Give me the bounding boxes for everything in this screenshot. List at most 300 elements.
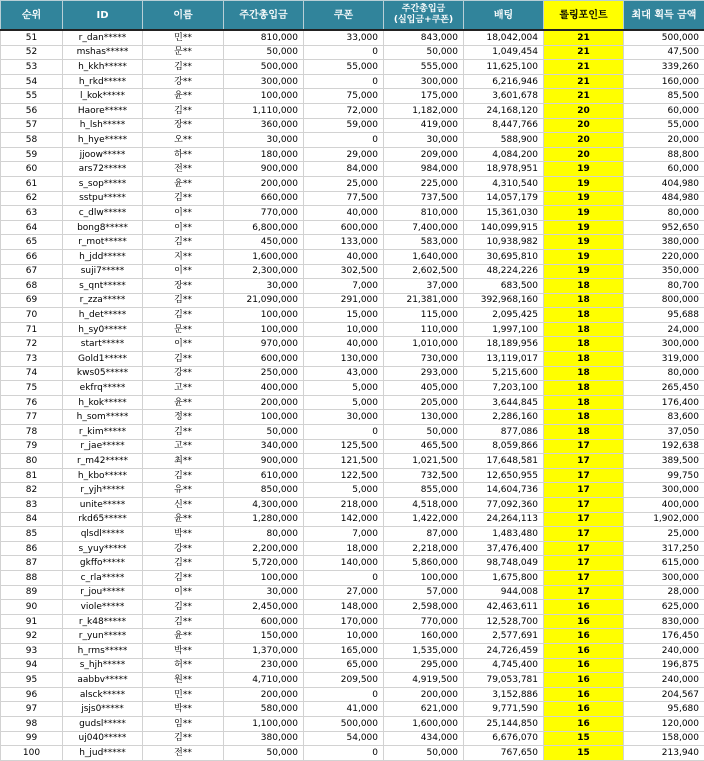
cell-weekly-total: 1,600,000 (384, 716, 464, 731)
cell-coupon: 600,000 (304, 220, 384, 235)
cell-weekly-total: 2,598,000 (384, 600, 464, 615)
cell-betting: 2,095,425 (464, 308, 544, 323)
cell-rank: 64 (1, 220, 63, 235)
cell-weekly-deposit: 200,000 (224, 395, 304, 410)
cell-id: r_zza***** (63, 293, 143, 308)
cell-max-win: 85,500 (624, 89, 704, 104)
header-rolling-points: 롤링포인트 (544, 1, 624, 31)
cell-name: 김** (143, 614, 224, 629)
cell-rolling-points: 21 (544, 60, 624, 75)
cell-coupon: 122,500 (304, 468, 384, 483)
table-row (1, 425, 704, 440)
table-row (1, 643, 704, 658)
cell-rank: 94 (1, 658, 63, 673)
cell-weekly-deposit: 900,000 (224, 162, 304, 177)
cell-weekly-total: 737,500 (384, 191, 464, 206)
cell-rolling-points: 18 (544, 381, 624, 396)
cell-coupon: 0 (304, 133, 384, 148)
cell-name: 장** (143, 118, 224, 133)
cell-name: 강** (143, 74, 224, 89)
cell-name: 김** (143, 235, 224, 250)
cell-id: c_rla***** (63, 570, 143, 585)
cell-weekly-total: 100,000 (384, 570, 464, 585)
table-row (1, 468, 704, 483)
cell-weekly-total: 110,000 (384, 322, 464, 337)
table-row (1, 702, 704, 717)
cell-id: h_sy0***** (63, 322, 143, 337)
cell-name: 원** (143, 673, 224, 688)
table-row (1, 191, 704, 206)
cell-coupon: 148,000 (304, 600, 384, 615)
table-row (1, 629, 704, 644)
cell-weekly-total: 621,000 (384, 702, 464, 717)
cell-max-win: 400,000 (624, 498, 704, 513)
cell-rolling-points: 17 (544, 483, 624, 498)
cell-weekly-deposit: 150,000 (224, 629, 304, 644)
cell-rolling-points: 15 (544, 746, 624, 761)
cell-id: r_m42***** (63, 454, 143, 469)
cell-coupon: 54,000 (304, 731, 384, 746)
cell-id: h_jdd***** (63, 249, 143, 264)
cell-max-win: 319,000 (624, 352, 704, 367)
cell-max-win: 88,800 (624, 147, 704, 162)
cell-rolling-points: 18 (544, 425, 624, 440)
cell-weekly-deposit: 100,000 (224, 322, 304, 337)
cell-betting: 30,695,810 (464, 249, 544, 264)
cell-name: 김** (143, 600, 224, 615)
cell-coupon: 77,500 (304, 191, 384, 206)
cell-name: 김** (143, 425, 224, 440)
cell-betting: 15,361,030 (464, 206, 544, 221)
cell-name: 윤** (143, 512, 224, 527)
cell-name: 유** (143, 483, 224, 498)
header-weekly-deposit: 주간총입금 (224, 1, 304, 31)
cell-max-win: 99,750 (624, 468, 704, 483)
cell-rolling-points: 17 (544, 512, 624, 527)
cell-rank: 74 (1, 366, 63, 381)
table-row (1, 716, 704, 731)
cell-weekly-deposit: 400,000 (224, 381, 304, 396)
table-row (1, 235, 704, 250)
cell-coupon: 5,000 (304, 395, 384, 410)
cell-max-win: 389,500 (624, 454, 704, 469)
cell-betting: 7,203,100 (464, 381, 544, 396)
cell-rolling-points: 16 (544, 600, 624, 615)
cell-coupon: 72,000 (304, 103, 384, 118)
table-row (1, 60, 704, 75)
cell-rolling-points: 21 (544, 89, 624, 104)
cell-weekly-total: 50,000 (384, 425, 464, 440)
cell-max-win: 300,000 (624, 337, 704, 352)
cell-rolling-points: 19 (544, 235, 624, 250)
cell-weekly-total: 730,000 (384, 352, 464, 367)
cell-rank: 84 (1, 512, 63, 527)
cell-coupon: 84,000 (304, 162, 384, 177)
cell-rank: 81 (1, 468, 63, 483)
cell-id: h_som***** (63, 410, 143, 425)
cell-name: 이** (143, 337, 224, 352)
table-row (1, 673, 704, 688)
cell-name: 김** (143, 352, 224, 367)
cell-weekly-deposit: 100,000 (224, 89, 304, 104)
cell-max-win: 220,000 (624, 249, 704, 264)
cell-max-win: 1,902,000 (624, 512, 704, 527)
cell-name: 전** (143, 162, 224, 177)
cell-weekly-total: 5,860,000 (384, 556, 464, 571)
cell-max-win: 625,000 (624, 600, 704, 615)
table-row (1, 600, 704, 615)
cell-max-win: 240,000 (624, 673, 704, 688)
cell-rolling-points: 16 (544, 614, 624, 629)
cell-rank: 71 (1, 322, 63, 337)
table-row (1, 585, 704, 600)
cell-rolling-points: 21 (544, 30, 624, 45)
cell-id: r_k48***** (63, 614, 143, 629)
cell-id: r_dan***** (63, 30, 143, 45)
cell-id: h_lsh***** (63, 118, 143, 133)
cell-rank: 100 (1, 746, 63, 761)
cell-rank: 89 (1, 585, 63, 600)
cell-rank: 63 (1, 206, 63, 221)
cell-rolling-points: 17 (544, 541, 624, 556)
table-row (1, 395, 704, 410)
cell-weekly-deposit: 770,000 (224, 206, 304, 221)
cell-rank: 73 (1, 352, 63, 367)
cell-name: 이** (143, 264, 224, 279)
cell-max-win: 192,638 (624, 439, 704, 454)
table-row (1, 527, 704, 542)
table-row (1, 162, 704, 177)
cell-max-win: 28,000 (624, 585, 704, 600)
table-row (1, 687, 704, 702)
cell-id: rkd65***** (63, 512, 143, 527)
cell-weekly-total: 295,000 (384, 658, 464, 673)
cell-betting: 2,286,160 (464, 410, 544, 425)
cell-coupon: 0 (304, 746, 384, 761)
cell-name: 윤** (143, 629, 224, 644)
cell-id: gkffo***** (63, 556, 143, 571)
cell-weekly-total: 770,000 (384, 614, 464, 629)
cell-rank: 56 (1, 103, 63, 118)
cell-betting: 944,008 (464, 585, 544, 600)
cell-coupon: 65,000 (304, 658, 384, 673)
cell-weekly-deposit: 1,600,000 (224, 249, 304, 264)
cell-rank: 57 (1, 118, 63, 133)
cell-weekly-deposit: 250,000 (224, 366, 304, 381)
cell-rolling-points: 15 (544, 731, 624, 746)
cell-coupon: 218,000 (304, 498, 384, 513)
cell-weekly-deposit: 6,800,000 (224, 220, 304, 235)
cell-rank: 79 (1, 439, 63, 454)
table-row (1, 483, 704, 498)
cell-weekly-total: 2,218,000 (384, 541, 464, 556)
cell-betting: 24,168,120 (464, 103, 544, 118)
cell-coupon: 302,500 (304, 264, 384, 279)
cell-id: Haore***** (63, 103, 143, 118)
cell-id: h_kkh***** (63, 60, 143, 75)
cell-betting: 3,601,678 (464, 89, 544, 104)
table-row (1, 308, 704, 323)
cell-max-win: 317,250 (624, 541, 704, 556)
cell-rolling-points: 21 (544, 45, 624, 60)
cell-coupon: 18,000 (304, 541, 384, 556)
cell-rank: 95 (1, 673, 63, 688)
cell-coupon: 121,500 (304, 454, 384, 469)
cell-weekly-total: 1,535,000 (384, 643, 464, 658)
cell-name: 문** (143, 322, 224, 337)
cell-max-win: 80,000 (624, 366, 704, 381)
cell-max-win: 37,050 (624, 425, 704, 440)
table-row (1, 30, 704, 45)
cell-betting: 1,049,454 (464, 45, 544, 60)
cell-max-win: 80,000 (624, 206, 704, 221)
cell-coupon: 0 (304, 687, 384, 702)
cell-name: 김** (143, 103, 224, 118)
cell-rolling-points: 17 (544, 454, 624, 469)
header-row (1, 1, 704, 31)
cell-weekly-total: 30,000 (384, 133, 464, 148)
cell-rank: 97 (1, 702, 63, 717)
cell-name: 김** (143, 293, 224, 308)
cell-weekly-total: 4,518,000 (384, 498, 464, 513)
cell-rank: 72 (1, 337, 63, 352)
cell-name: 이** (143, 220, 224, 235)
cell-name: 고** (143, 381, 224, 396)
cell-weekly-deposit: 50,000 (224, 45, 304, 60)
cell-coupon: 33,000 (304, 30, 384, 45)
cell-id: kws05***** (63, 366, 143, 381)
table-row (1, 541, 704, 556)
table-row (1, 556, 704, 571)
cell-betting: 77,092,360 (464, 498, 544, 513)
cell-weekly-deposit: 970,000 (224, 337, 304, 352)
cell-name: 신** (143, 498, 224, 513)
cell-weekly-deposit: 2,300,000 (224, 264, 304, 279)
cell-id: aabbv***** (63, 673, 143, 688)
cell-rolling-points: 16 (544, 629, 624, 644)
cell-max-win: 300,000 (624, 483, 704, 498)
cell-id: h_jud***** (63, 746, 143, 761)
cell-weekly-total: 200,000 (384, 687, 464, 702)
cell-weekly-deposit: 80,000 (224, 527, 304, 542)
cell-max-win: 213,940 (624, 746, 704, 761)
cell-rank: 66 (1, 249, 63, 264)
cell-rank: 77 (1, 410, 63, 425)
header-weekly-total-line2: (실입금+쿠폰) (384, 15, 463, 26)
cell-betting: 2,577,691 (464, 629, 544, 644)
cell-rolling-points: 18 (544, 395, 624, 410)
cell-betting: 4,084,200 (464, 147, 544, 162)
cell-weekly-total: 855,000 (384, 483, 464, 498)
cell-rank: 68 (1, 279, 63, 294)
cell-max-win: 24,000 (624, 322, 704, 337)
cell-rank: 76 (1, 395, 63, 410)
cell-id: uj040***** (63, 731, 143, 746)
cell-coupon: 0 (304, 425, 384, 440)
cell-betting: 1,997,100 (464, 322, 544, 337)
table-row (1, 249, 704, 264)
cell-coupon: 142,000 (304, 512, 384, 527)
cell-betting: 8,059,866 (464, 439, 544, 454)
cell-betting: 6,216,946 (464, 74, 544, 89)
cell-id: Gold1***** (63, 352, 143, 367)
cell-betting: 392,968,160 (464, 293, 544, 308)
cell-id: ars72***** (63, 162, 143, 177)
cell-rolling-points: 19 (544, 264, 624, 279)
cell-name: 이** (143, 585, 224, 600)
cell-id: jsjs0***** (63, 702, 143, 717)
cell-coupon: 133,000 (304, 235, 384, 250)
cell-weekly-total: 1,021,500 (384, 454, 464, 469)
cell-coupon: 25,000 (304, 176, 384, 191)
cell-betting: 588,900 (464, 133, 544, 148)
cell-weekly-deposit: 1,370,000 (224, 643, 304, 658)
cell-max-win: 176,400 (624, 395, 704, 410)
cell-rank: 87 (1, 556, 63, 571)
table-row (1, 337, 704, 352)
cell-rank: 88 (1, 570, 63, 585)
table-row (1, 366, 704, 381)
cell-rolling-points: 17 (544, 498, 624, 513)
cell-betting: 3,152,886 (464, 687, 544, 702)
cell-weekly-deposit: 380,000 (224, 731, 304, 746)
cell-rolling-points: 17 (544, 468, 624, 483)
cell-rolling-points: 20 (544, 133, 624, 148)
cell-id: h_det***** (63, 308, 143, 323)
cell-weekly-total: 209,000 (384, 147, 464, 162)
cell-id: r_kim***** (63, 425, 143, 440)
cell-rolling-points: 19 (544, 249, 624, 264)
table-row (1, 570, 704, 585)
cell-max-win: 300,000 (624, 570, 704, 585)
cell-rolling-points: 18 (544, 366, 624, 381)
cell-weekly-deposit: 300,000 (224, 74, 304, 89)
cell-max-win: 500,000 (624, 30, 704, 45)
cell-coupon: 165,000 (304, 643, 384, 658)
cell-max-win: 20,000 (624, 133, 704, 148)
table-header (1, 1, 704, 31)
header-rank: 순위 (1, 1, 63, 31)
cell-weekly-deposit: 30,000 (224, 133, 304, 148)
cell-name: 강** (143, 541, 224, 556)
cell-coupon: 40,000 (304, 206, 384, 221)
cell-rolling-points: 20 (544, 118, 624, 133)
cell-id: r_jae***** (63, 439, 143, 454)
cell-coupon: 209,500 (304, 673, 384, 688)
cell-rank: 86 (1, 541, 63, 556)
cell-betting: 140,099,915 (464, 220, 544, 235)
cell-betting: 18,189,956 (464, 337, 544, 352)
cell-rank: 92 (1, 629, 63, 644)
cell-rolling-points: 16 (544, 643, 624, 658)
cell-max-win: 404,980 (624, 176, 704, 191)
table-row (1, 206, 704, 221)
cell-max-win: 952,650 (624, 220, 704, 235)
cell-coupon: 5,000 (304, 381, 384, 396)
cell-id: h_hye***** (63, 133, 143, 148)
cell-id: suji7***** (63, 264, 143, 279)
table-row (1, 279, 704, 294)
cell-name: 김** (143, 556, 224, 571)
cell-max-win: 615,000 (624, 556, 704, 571)
cell-rank: 70 (1, 308, 63, 323)
cell-rank: 85 (1, 527, 63, 542)
cell-weekly-total: 87,000 (384, 527, 464, 542)
cell-weekly-total: 405,000 (384, 381, 464, 396)
cell-weekly-total: 583,000 (384, 235, 464, 250)
cell-betting: 24,264,113 (464, 512, 544, 527)
cell-rank: 52 (1, 45, 63, 60)
cell-name: 이** (143, 206, 224, 221)
cell-weekly-deposit: 450,000 (224, 235, 304, 250)
cell-weekly-total: 419,000 (384, 118, 464, 133)
cell-betting: 42,463,611 (464, 600, 544, 615)
cell-coupon: 40,000 (304, 249, 384, 264)
cell-betting: 17,648,581 (464, 454, 544, 469)
cell-id: bong8***** (63, 220, 143, 235)
cell-betting: 18,042,004 (464, 30, 544, 45)
cell-coupon: 291,000 (304, 293, 384, 308)
cell-weekly-deposit: 200,000 (224, 687, 304, 702)
cell-name: 문** (143, 45, 224, 60)
cell-betting: 37,476,400 (464, 541, 544, 556)
cell-rank: 78 (1, 425, 63, 440)
cell-weekly-total: 1,640,000 (384, 249, 464, 264)
cell-weekly-deposit: 180,000 (224, 147, 304, 162)
cell-betting: 877,086 (464, 425, 544, 440)
cell-id: s_yuy***** (63, 541, 143, 556)
cell-coupon: 7,000 (304, 527, 384, 542)
cell-id: viole***** (63, 600, 143, 615)
cell-name: 민** (143, 30, 224, 45)
cell-coupon: 30,000 (304, 410, 384, 425)
cell-betting: 1,483,480 (464, 527, 544, 542)
cell-weekly-total: 50,000 (384, 746, 464, 761)
cell-max-win: 240,000 (624, 643, 704, 658)
cell-max-win: 55,000 (624, 118, 704, 133)
cell-coupon: 27,000 (304, 585, 384, 600)
cell-rank: 60 (1, 162, 63, 177)
cell-betting: 11,625,100 (464, 60, 544, 75)
header-weekly-total (384, 1, 464, 31)
cell-coupon: 0 (304, 45, 384, 60)
cell-name: 허** (143, 658, 224, 673)
cell-id: r_yjh***** (63, 483, 143, 498)
cell-id: sstpu***** (63, 191, 143, 206)
cell-rolling-points: 20 (544, 147, 624, 162)
cell-weekly-total: 810,000 (384, 206, 464, 221)
cell-rolling-points: 18 (544, 279, 624, 294)
cell-coupon: 5,000 (304, 483, 384, 498)
cell-name: 박** (143, 702, 224, 717)
cell-max-win: 60,000 (624, 162, 704, 177)
table-row (1, 74, 704, 89)
cell-name: 민** (143, 687, 224, 702)
cell-max-win: 83,600 (624, 410, 704, 425)
cell-rank: 93 (1, 643, 63, 658)
cell-name: 박** (143, 527, 224, 542)
cell-weekly-total: 1,182,000 (384, 103, 464, 118)
cell-betting: 14,057,179 (464, 191, 544, 206)
cell-id: alsck***** (63, 687, 143, 702)
cell-weekly-deposit: 810,000 (224, 30, 304, 45)
cell-rolling-points: 17 (544, 439, 624, 454)
cell-coupon: 29,000 (304, 147, 384, 162)
cell-weekly-deposit: 340,000 (224, 439, 304, 454)
cell-weekly-total: 160,000 (384, 629, 464, 644)
cell-coupon: 40,000 (304, 337, 384, 352)
cell-rank: 96 (1, 687, 63, 702)
